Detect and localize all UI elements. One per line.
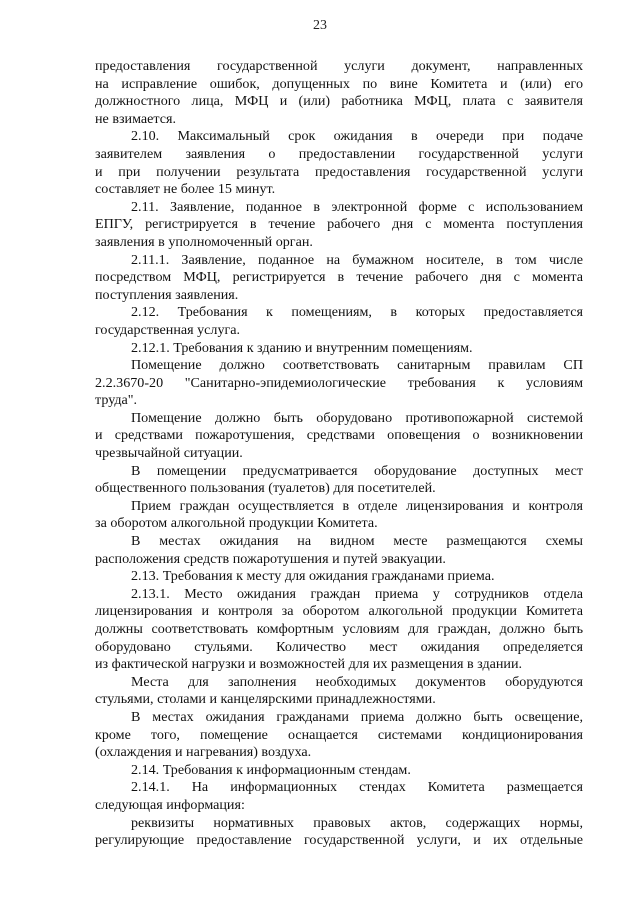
text-line: 2.13. Требования к месту для ожидания гражданами приема. <box>131 568 495 585</box>
text-line: регулирующие предоставление государственной услуги, и их отдельные <box>95 832 583 849</box>
text-line: оборудовано стульями. Количество мест ожидания определяется <box>95 638 583 655</box>
text-line: ЕПГУ, регистрируется в течение рабочего дня с момента поступления <box>95 216 583 233</box>
text-line: кроме того, помещение оснащается системами кондиционирования <box>95 726 583 743</box>
text-line: В местах ожидания гражданами приема должно быть освещение, <box>131 708 583 725</box>
text-line: чрезвычайной ситуации. <box>95 445 243 462</box>
text-line: общественного пользования (туалетов) для посетителей. <box>95 480 436 497</box>
paragraph <box>95 498 583 533</box>
paragraph <box>95 410 583 463</box>
document-body <box>95 58 583 850</box>
text-line: государственная услуга. <box>95 321 241 338</box>
paragraph <box>95 815 583 850</box>
paragraph <box>95 568 583 586</box>
paragraph <box>95 463 583 498</box>
text-line: и средствами пожаротушения, средствами оповещения о возникновении <box>95 427 583 444</box>
page-number: 23 <box>313 18 327 33</box>
paragraph <box>95 533 583 568</box>
text-line: должностного лица, МФЦ и (или) работника МФЦ, плата с заявителя <box>95 93 583 110</box>
text-line: на исправление ошибок, допущенных по вине Комитета и (или) его <box>95 75 583 92</box>
text-line: 2.10. Максимальный срок ожидания в очереди при подаче <box>131 128 583 145</box>
text-line: посредством МФЦ, регистрируется в течение рабочего дня с момента <box>95 269 583 286</box>
paragraph <box>95 674 583 709</box>
text-line: Места для заполнения необходимых документов оборудуются <box>131 673 583 690</box>
text-line: из фактической нагрузки и возможностей для их размещения в здании. <box>95 656 523 673</box>
text-line: В местах ожидания на видном месте размещаются схемы <box>131 533 583 550</box>
paragraph <box>95 762 583 780</box>
text-line: Помещение должно быть оборудовано противопожарной системой <box>131 409 583 426</box>
paragraph <box>95 340 583 358</box>
text-line: 2.14. Требования к информационным стендам. <box>131 761 411 778</box>
paragraph <box>95 357 583 410</box>
text-line: поступления заявления. <box>95 286 239 303</box>
text-line: 2.11.1. Заявление, поданное на бумажном носителе, в том числе <box>131 251 583 268</box>
text-line: стульями, столами и канцелярскими принадлежностями. <box>95 691 436 708</box>
text-line: заявителем заявления о предоставлении государственной услуги <box>95 145 583 162</box>
text-line: предоставления государственной услуги документ, направленных <box>95 58 583 74</box>
paragraph <box>95 304 583 339</box>
text-line: реквизиты нормативных правовых актов, содержащих нормы, <box>131 814 583 831</box>
text-line: составляет не более 15 минут. <box>95 181 276 198</box>
text-line: В помещении предусматривается оборудование доступных мест <box>131 462 583 479</box>
paragraph <box>95 709 583 762</box>
text-line: 2.13.1. Место ожидания граждан приема у сотрудников отдела <box>131 585 583 602</box>
paragraph <box>95 58 583 128</box>
text-line: труда". <box>95 392 138 409</box>
paragraph <box>95 199 583 252</box>
text-line: Помещение должно соответствовать санитарным правилам СП <box>131 357 583 374</box>
paragraph <box>95 779 583 814</box>
text-line: лицензирования и контроля за оборотом алкогольной продукции Комитета <box>95 603 583 620</box>
text-line: 2.11. Заявление, поданное в электронной форме с использованием <box>131 198 583 215</box>
text-line: 2.12.1. Требования к зданию и внутренним помещениям. <box>131 339 473 356</box>
text-line: расположения средств пожаротушения и путей эвакуации. <box>95 550 446 567</box>
text-line: 2.2.3670-20 "Санитарно-эпидемиологические требования к условиям <box>95 374 583 391</box>
text-line: следующая информация: <box>95 796 245 813</box>
text-line: должны соответствовать комфортным условиям для граждан, должно быть <box>95 621 583 637</box>
text-line: 2.12. Требования к помещениям, в которых предоставляется <box>131 304 583 321</box>
text-line: (охлаждения и нагревания) воздуха. <box>95 744 312 761</box>
paragraph <box>95 586 583 674</box>
text-line: Прием граждан осуществляется в отделе лицензирования и контроля <box>131 497 583 514</box>
text-line: заявления в уполномоченный орган. <box>95 233 313 250</box>
text-line: 2.14.1. На информационных стендах Комитета размещается <box>131 779 583 796</box>
text-line: и при получении результата предоставления государственной услуги <box>95 163 583 180</box>
text-line: за оборотом алкогольной продукции Комитета. <box>95 515 378 532</box>
paragraph <box>95 252 583 305</box>
text-line: не взимается. <box>95 110 177 127</box>
paragraph <box>95 128 583 198</box>
